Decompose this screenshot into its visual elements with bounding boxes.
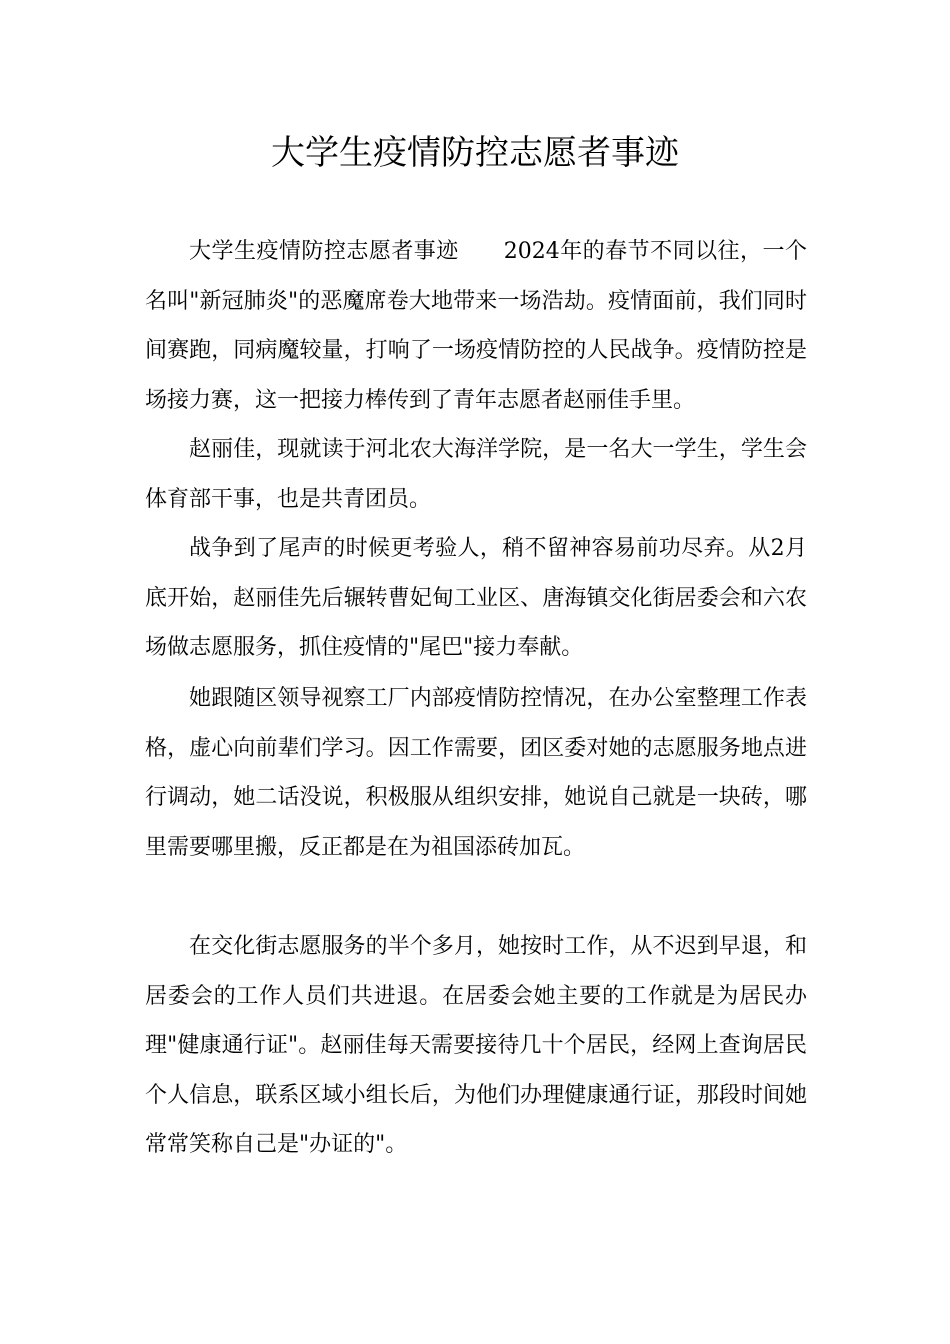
paragraph-office-work: 她跟随区领导视察工厂内部疫情防控情况，在办公室整理工作表格，虚心向前辈们学习。因工作需要，团区委对她的志愿服务地点进行调动，她二话没说，积极服从组织安排，她说自己就是一块砖，哪里需要哪里搬，反正都是在为祖国添砖加瓦。 xyxy=(145,686,807,860)
paragraph-health-pass: 在交化街志愿服务的半个多月，她按时工作，从不迟到早退，和居委会的工作人员们共进退。在居委会她主要的工作就是为居民办理"健康通行证"。赵丽佳每天需要接待几十个居民，经网上查询居民个人信息，联系区域小组长后，为他们办理健康通行证，那段时间她常常笑称自己是"办证的"。 xyxy=(145,934,807,1157)
paragraph-profile: 赵丽佳，现就读于河北农大海洋学院，是一名大一学生，学生会体育部干事，也是共青团员。 xyxy=(145,437,807,512)
paragraph-intro: 大学生疫情防控志愿者事迹 2024年的春节不同以往，一个名叫"新冠肺炎"的恶魔席卷大地带来一场浩劫。疫情面前，我们同时间赛跑，同病魔较量，打响了一场疫情防控的人民战争。疫情防控是场接力赛，这一把接力棒传到了青年志愿者赵丽佳手里。 xyxy=(145,239,807,413)
paragraph-service-sites: 战争到了尾声的时候更考验人，稍不留神容易前功尽弃。从2月底开始，赵丽佳先后辗转曹妃甸工业区、唐海镇交化街居委会和六农场做志愿服务，抓住疫情的"尾巴"接力奉献。 xyxy=(145,536,807,660)
document-title: 大学生疫情防控志愿者事迹 xyxy=(271,133,679,173)
